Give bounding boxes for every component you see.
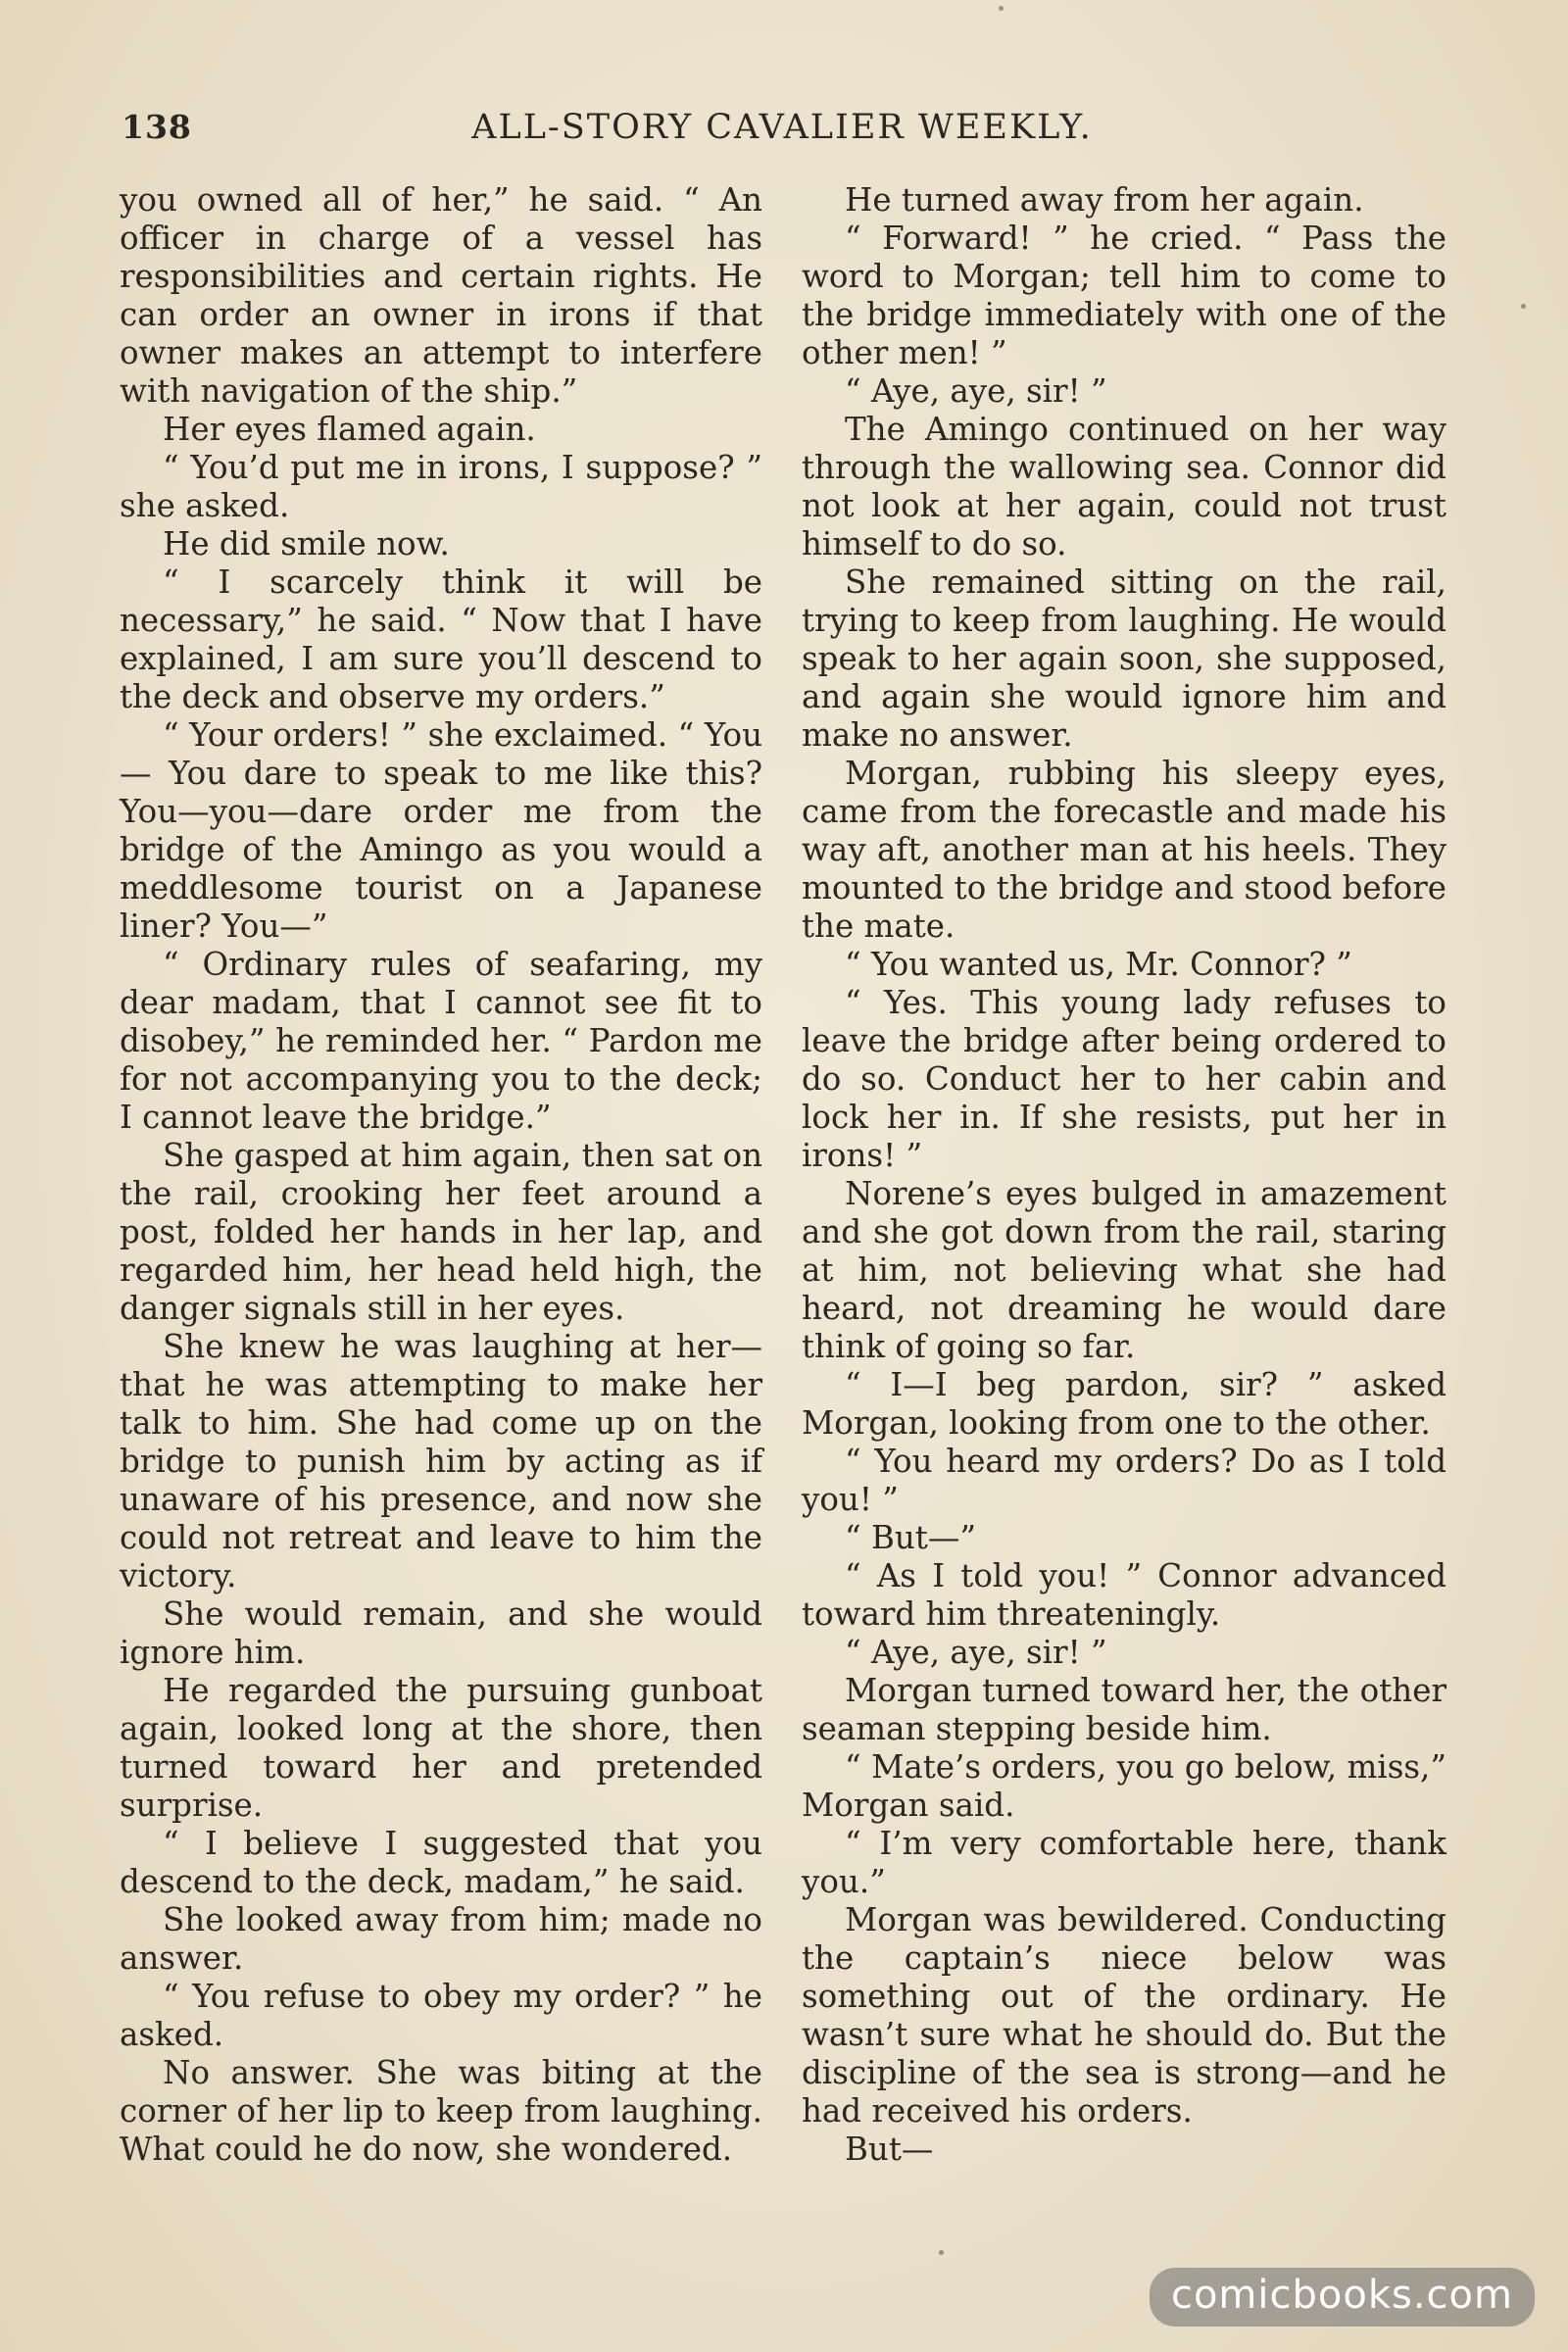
paragraph: “ You wanted us, Mr. Connor? ” — [845, 946, 1352, 983]
running-head: ALL-STORY CAVALIER WEEKLY. — [471, 108, 1093, 147]
paragraph: “ I—I beg pardon, sir? ” asked Morgan, looking from one to the other. — [802, 1366, 1446, 1442]
print-speck — [999, 6, 1004, 11]
page-number: 138 — [122, 108, 192, 146]
print-speck — [939, 2250, 944, 2255]
paragraph: “ You refuse to obey my order? ” he asked. — [120, 1978, 762, 2053]
paragraph: The Amingo continued on her way through the wallowing sea. Connor did not look at her again, could not trust himself to do so. — [802, 411, 1446, 563]
paragraph: But— — [845, 2131, 934, 2168]
watermark: comicbooks.com — [1150, 2268, 1535, 2327]
paragraph: “ Mate’s orders, you go below, miss,” Morgan said. — [802, 1748, 1446, 1824]
paragraph: Morgan, rubbing his sleepy eyes, came from the forecastle and made his way aft, another man at his heels. They mounted to the bridge and stood before the mate. — [802, 755, 1446, 945]
paragraph: She gasped at him again, then sat on the rail, crooking her feet around a post, folded her hands in her lap, and regarded him, her head held high, the danger signals still in her eyes. — [120, 1137, 763, 1327]
paragraph: “ I scarcely think it will be necessary,” he said. “ Now that I have explained, I am sure you’ll descend to the deck and observe my orders.” — [120, 564, 762, 715]
paragraph: Her eyes flamed again. — [163, 411, 536, 448]
print-speck — [1521, 304, 1526, 309]
paragraph: “ You heard my orders? Do as I told you! ” — [802, 1443, 1446, 1518]
paragraph: He turned away from her again. — [845, 181, 1364, 219]
paragraph: Norene’s eyes bulged in amazement and she got down from the rail, staring at him, not believing what she had heard, not dreaming he would dare think of going so far. — [802, 1175, 1446, 1365]
paragraph: She would remain, and she would ignore him. — [120, 1595, 762, 1671]
paragraph: Morgan was bewildered. Conducting the captain’s niece below was something out of the ordinary. He wasn’t sure what he should do. But the discipline of the sea is strong—and he had received his orders. — [802, 1901, 1446, 2130]
text-column-right — [802, 181, 1446, 2169]
paragraph: “ You’d put me in irons, I suppose? ” she asked. — [120, 449, 762, 524]
paragraph: “ I’m very comfortable here, thank you.” — [802, 1825, 1446, 1900]
paragraph: She remained sitting on the rail, trying to keep from laughing. He would speak to her again soon, she supposed, and again she would ignore him and make no answer. — [802, 564, 1446, 754]
paragraph: “ Your orders! ” she exclaimed. “ You— You dare to speak to me like this? You—you—dare order me from the bridge of the Amingo as you would a meddlesome tourist on a Japanese liner? You—” — [120, 716, 762, 945]
paragraph: you owned all of her,” he said. “ An officer in charge of a vessel has responsibilities and certain rights. He can order an owner in irons if that owner makes an attempt to interfere with navigation of the ship.” — [120, 181, 762, 410]
paragraph: No answer. She was biting at the corner of her lip to keep from laughing. What could he do now, she wondered. — [120, 2054, 762, 2168]
paragraph: “ Aye, aye, sir! ” — [845, 372, 1107, 410]
paragraph: He regarded the pursuing gunboat again, looked long at the shore, then turned toward her and pretended surprise. — [120, 1672, 762, 1824]
paragraph: “ But—” — [845, 1519, 976, 1556]
paragraph: “ Aye, aye, sir! ” — [845, 1634, 1107, 1671]
paragraph: He did smile now. — [163, 525, 450, 563]
paragraph: “ I believe I suggested that you descend to the deck, madam,” he said. — [120, 1825, 762, 1900]
paragraph: “ Forward! ” he cried. “ Pass the word to Morgan; tell him to come to the bridge immediately with one of the other men! ” — [802, 220, 1446, 371]
paragraph: She knew he was laughing at her—that he was attempting to make her talk to him. She had come up on the bridge to punish him by acting as if unaware of his presence, and now she could not retreat and leave to him the victory. — [120, 1328, 762, 1594]
paragraph: She looked away from him; made no answer. — [120, 1901, 762, 1977]
paragraph: “ As I told you! ” Connor advanced toward him threateningly. — [802, 1557, 1446, 1633]
paragraph: “ Yes. This young lady refuses to leave the bridge after being ordered to do so. Conduct her to her cabin and lock her in. If she resists, put her in irons! ” — [802, 984, 1446, 1174]
paragraph: Morgan turned toward her, the other seaman stepping beside him. — [802, 1672, 1446, 1747]
page-header — [122, 106, 1443, 149]
paragraph: “ Ordinary rules of seafaring, my dear madam, that I cannot see fit to disobey,” he reminded her. “ Pardon me for not accompanying you to the deck; I cannot leave the bridge.” — [120, 946, 762, 1136]
text-column-left — [120, 181, 762, 2169]
